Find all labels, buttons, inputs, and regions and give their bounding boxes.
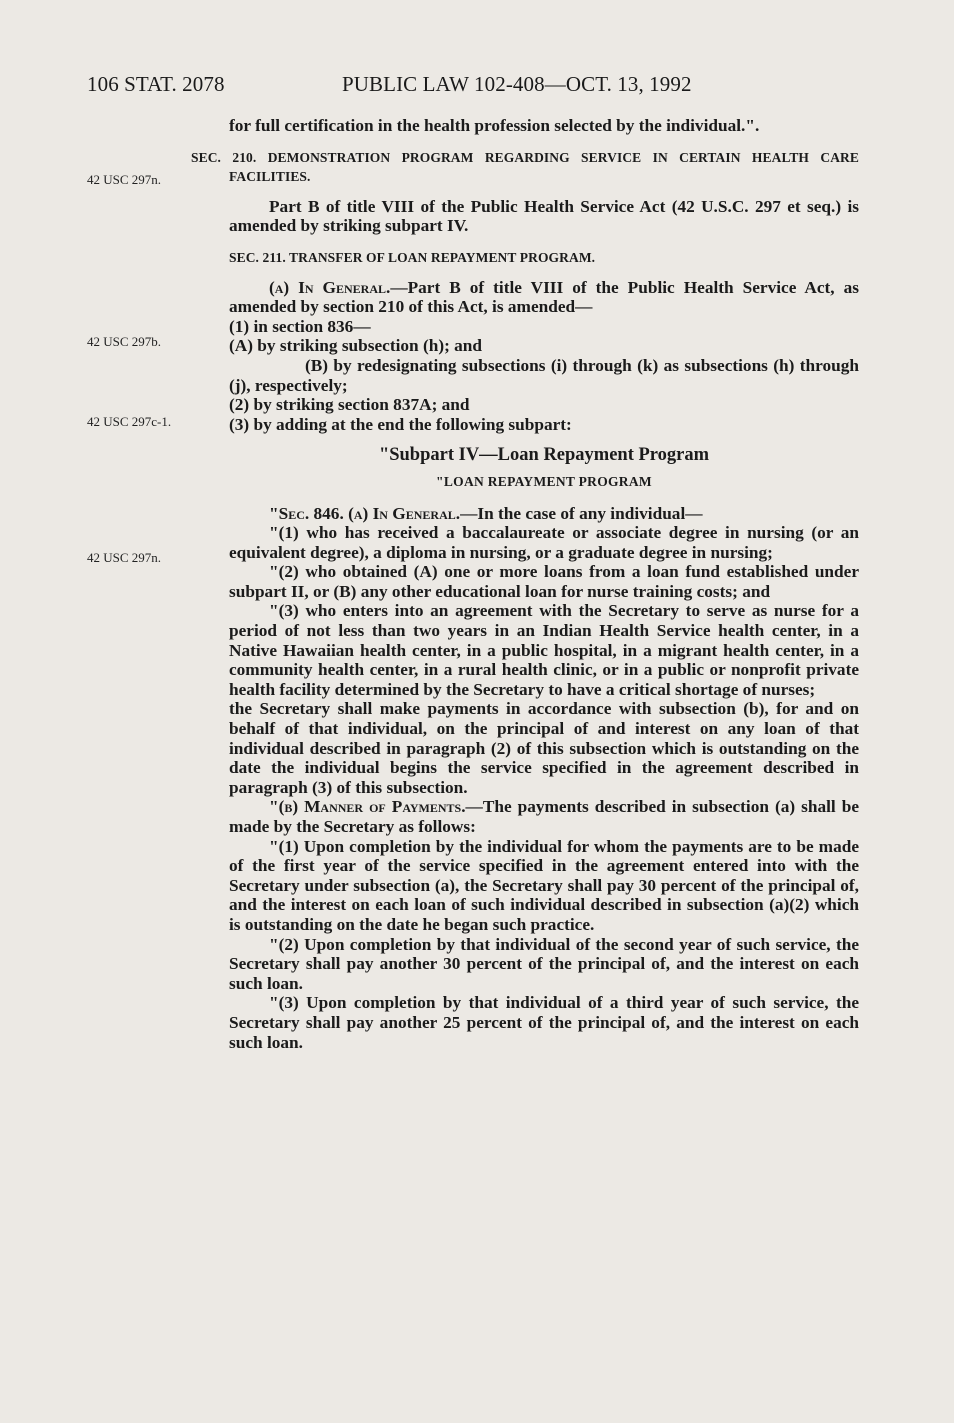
- subsection-b: [229, 797, 859, 836]
- margin-note: 42 USC 297n.: [87, 550, 162, 565]
- section-211-heading: SEC. 211. TRANSFER OF LOAN REPAYMENT PROGRAM.: [229, 249, 596, 265]
- subsection-a: [229, 278, 859, 317]
- margin-note: 42 USC 297c-1.: [87, 414, 172, 429]
- subsection-b-text: —The payments described in subsection (a) shall be made by the Secretary as follows:: [229, 797, 859, 836]
- list-item: (3) by adding at the end the following subpart:: [229, 414, 572, 434]
- section-210-text: Part B of title VIII of the Public Health Service Act (42 U.S.C. 297 et seq.) is amended by striking subpart IV.: [229, 196, 859, 236]
- section-846-heading: [229, 504, 859, 524]
- continued-paragraph: for full certification in the health profession selected by the individual.".: [229, 116, 760, 135]
- program-title: "LOAN REPAYMENT PROGRAM: [436, 473, 652, 489]
- section-846-text: —In the case of any individual—: [460, 503, 703, 523]
- payment-paragraph-2: "(2) Upon completion by that individual of the second year of such service, the Secretary shall pay another 30 percent of the principal of, and the interest on each such loan.: [229, 934, 859, 993]
- section-210-heading: SEC. 210. DEMONSTRATION PROGRAM REGARDING SERVICE IN CERTAIN HEALTH CARE FACILITIES.: [191, 149, 859, 185]
- subsection-a-text: —Part B of title VIII of the Public Health Service Act, as amended by section 210 of this Act, is amended—: [229, 277, 859, 317]
- paragraph-3: "(3) who enters into an agreement with the Secretary to serve as nurse for a period of not less than two years in an Indian Health Service health center, in a Native Hawaiian health center, in a public hospital, in a migrant health center, in a community health center, in a rural health clinic, or in a public or nonprofit private health facility determined by the Secretary to have a critical shortage of nurses;: [229, 601, 859, 699]
- list-item: (B) by redesignating subsections (i) through (k) as subsections (h) through (j), respectively;: [229, 355, 859, 395]
- section-846-label: "Sec. 846. (a) In General.: [269, 503, 461, 523]
- margin-note: 42 USC 297n.: [87, 172, 162, 187]
- statute-text: [191, 116, 859, 1052]
- subsection-a-label: (a) In General.: [269, 277, 391, 297]
- payment-paragraph-1: "(1) Upon completion by the individual for whom the payments are to be made of the first year of the service specified in the agreement entered into with the Secretary under subsection (a), the Secretary shall pay 30 percent of the principal of, and the interest on each loan of such individual described in subsection (a)(2) which is outstanding on the date he began such practice.: [229, 836, 859, 934]
- public-law-citation: PUBLIC LAW 102-408—OCT. 13, 1992: [342, 72, 692, 96]
- list-item: (A) by striking subsection (h); and: [229, 336, 483, 356]
- paragraph-1: "(1) who has received a baccalaureate or associate degree in nursing (or an equivalent degree), a diploma in nursing, or a graduate degree in nursing;: [229, 523, 859, 562]
- margin-note: 42 USC 297b.: [87, 334, 162, 349]
- paragraph-2: "(2) who obtained (A) one or more loans from a loan fund established under subpart II, or (B) any other educational loan for nurse training costs; and: [229, 562, 859, 601]
- list-item: (2) by striking section 837A; and: [229, 395, 470, 415]
- statute-page-number: 106 STAT. 2078: [87, 72, 225, 96]
- subpart-title: "Subpart IV—Loan Repayment Program: [378, 445, 710, 466]
- payment-paragraph-3: "(3) Upon completion by that individual of a third year of such service, the Secretary shall pay another 25 percent of the principal of, and the interest on each such loan.: [229, 993, 859, 1052]
- list-item: (1) in section 836—: [229, 316, 371, 336]
- flush-language: the Secretary shall make payments in accordance with subsection (b), for and on behalf of that individual, on the principal of and interest on any loan of that individual described in paragraph (2) of this subsection which is outstanding on the date the individual begins the service specified in the agreement described in paragraph (3) of this subsection.: [229, 699, 859, 797]
- subsection-b-label: "(b) Manner of Payments.: [269, 797, 466, 817]
